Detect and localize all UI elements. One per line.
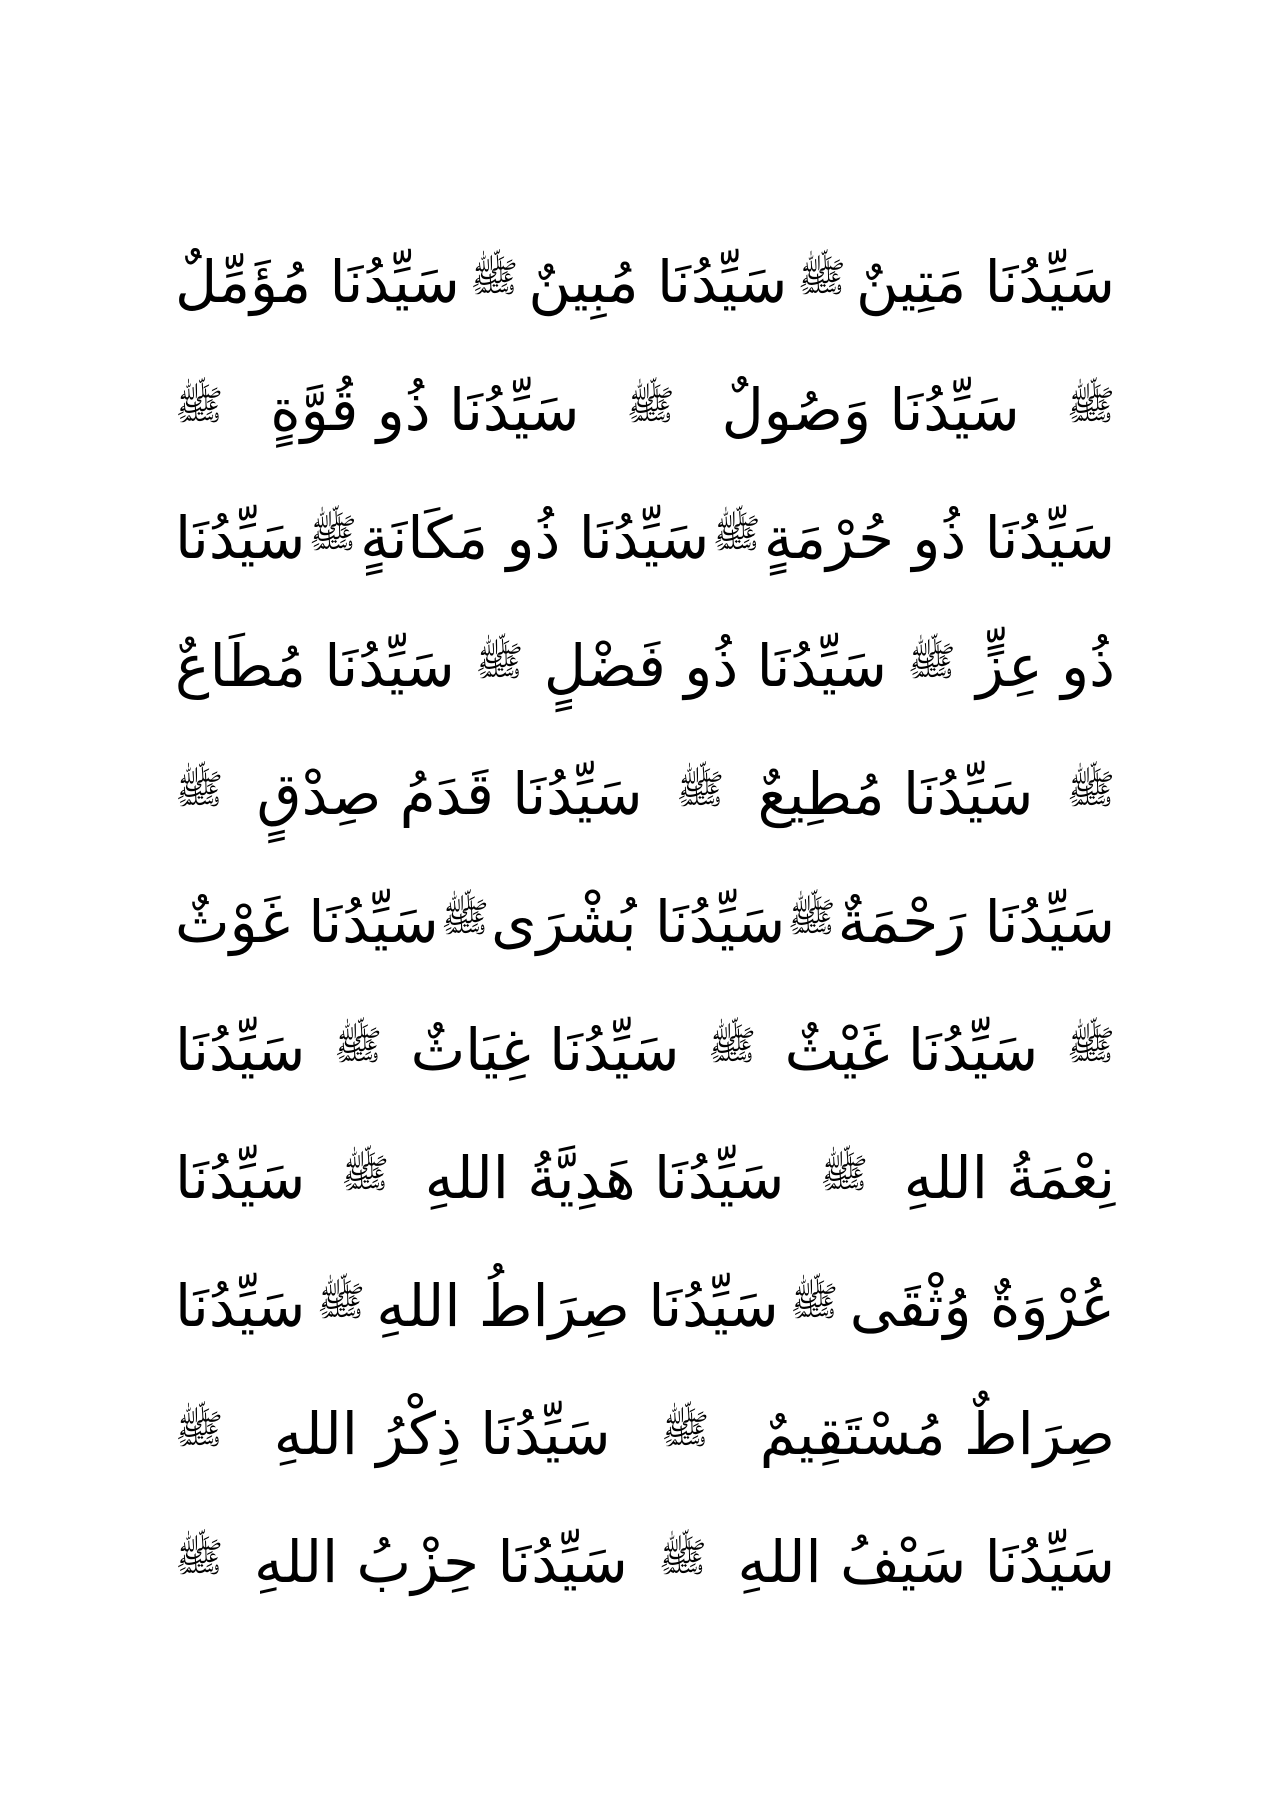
text-segment: نِعْمَةُ اللهِ [903, 1144, 1115, 1212]
salawat-ligature: ﷺ [475, 639, 524, 685]
text-segment: سَيِّدُنَا وَصُولٌ [721, 376, 1020, 444]
text-line-5 [175, 730, 1115, 858]
text-segment: سَيِّدُنَا ذِكْرُ اللهِ [273, 1400, 611, 1468]
text-line-11 [175, 1498, 1115, 1626]
salawat-ligature: ﷺ [175, 1535, 224, 1581]
text-line-4 [175, 602, 1115, 730]
text-segment: صِرَاطٌ مُسْتَقِيمٌ [759, 1400, 1115, 1468]
salawat-ligature: ﷺ [340, 1151, 390, 1197]
text-segment: سَيِّدُنَا غَوْثٌ [175, 888, 439, 956]
text-line-9 [175, 1242, 1115, 1370]
text-segment: سَيِّدُنَا [175, 504, 306, 572]
text-segment: سَيِّدُنَا [175, 1016, 306, 1084]
salawat-ligature: ﷺ [175, 1407, 224, 1453]
salawat-ligature: ﷺ [907, 639, 956, 685]
text-line-2 [175, 346, 1115, 474]
text-segment: سَيِّدُنَا سَيْفُ اللهِ [737, 1528, 1115, 1596]
text-line-7 [175, 986, 1115, 1114]
text-segment: سَيِّدُنَا ذُو مَكَانَةٍ [360, 504, 710, 572]
text-segment: سَيِّدُنَا حِزْبُ اللهِ [254, 1528, 628, 1596]
salawat-ligature: ﷺ [790, 1279, 839, 1325]
text-segment: سَيِّدُنَا مُطِيعٌ [757, 760, 1034, 828]
salawat-ligature: ﷺ [333, 1023, 383, 1069]
salawat-ligature: ﷺ [819, 1151, 869, 1197]
salawat-ligature: ﷺ [440, 895, 490, 941]
salawat-ligature: ﷺ [175, 767, 224, 813]
text-line-6 [175, 858, 1115, 986]
text-segment: سَيِّدُنَا مَتِينٌ [855, 248, 1115, 316]
text-segment: سَيِّدُنَا بُشْرَى [491, 888, 786, 956]
text-segment: سَيِّدُنَا غِيَاثٌ [410, 1016, 680, 1084]
text-segment: عُرْوَةٌ وُثْقَى [849, 1272, 1115, 1340]
salawat-ligature: ﷺ [175, 383, 224, 429]
salawat-ligature: ﷺ [1066, 383, 1115, 429]
salawat-ligature: ﷺ [797, 255, 846, 301]
salawat-ligature: ﷺ [308, 511, 357, 557]
salawat-ligature: ﷺ [675, 767, 725, 813]
salawat-ligature: ﷺ [787, 895, 836, 941]
text-segment: ذُو عِزٍّ [976, 632, 1115, 700]
text-line-3 [175, 474, 1115, 602]
salawat-ligature: ﷺ [707, 1023, 757, 1069]
text-line-10 [175, 1370, 1115, 1498]
salawat-ligature: ﷺ [469, 255, 519, 301]
text-segment: سَيِّدُنَا رَحْمَةٌ [837, 888, 1115, 956]
arabic-text-block [175, 218, 1115, 1626]
text-segment: سَيِّدُنَا ذُو قُوَّةٍ [270, 376, 580, 444]
text-segment: سَيِّدُنَا مُبِينٌ [528, 248, 788, 316]
text-segment: سَيِّدُنَا هَدِيَّةُ اللهِ [424, 1144, 785, 1212]
salawat-ligature: ﷺ [712, 511, 761, 557]
salawat-ligature: ﷺ [316, 1279, 366, 1325]
text-segment: سَيِّدُنَا ذُو حُرْمَةٍ [763, 504, 1115, 572]
text-segment: سَيِّدُنَا غَيْثٌ [784, 1016, 1039, 1084]
salawat-ligature: ﷺ [1066, 767, 1115, 813]
text-segment: سَيِّدُنَا ذُو فَضْلٍ [543, 632, 887, 700]
text-segment: سَيِّدُنَا [175, 1144, 306, 1212]
salawat-ligature: ﷺ [1066, 1023, 1115, 1069]
text-segment: سَيِّدُنَا قَدَمُ صِدْقٍ [256, 760, 643, 828]
text-line-8 [175, 1114, 1115, 1242]
salawat-ligature: ﷺ [658, 1535, 707, 1581]
text-segment: سَيِّدُنَا [175, 1272, 306, 1340]
text-segment: سَيِّدُنَا مُؤَمِّلٌ [175, 248, 460, 316]
text-segment: سَيِّدُنَا صِرَاطُ اللهِ [376, 1272, 779, 1340]
salawat-ligature: ﷺ [626, 383, 675, 429]
text-segment: سَيِّدُنَا مُطَاعٌ [175, 632, 455, 700]
text-line-1 [175, 218, 1115, 346]
salawat-ligature: ﷺ [661, 1407, 710, 1453]
